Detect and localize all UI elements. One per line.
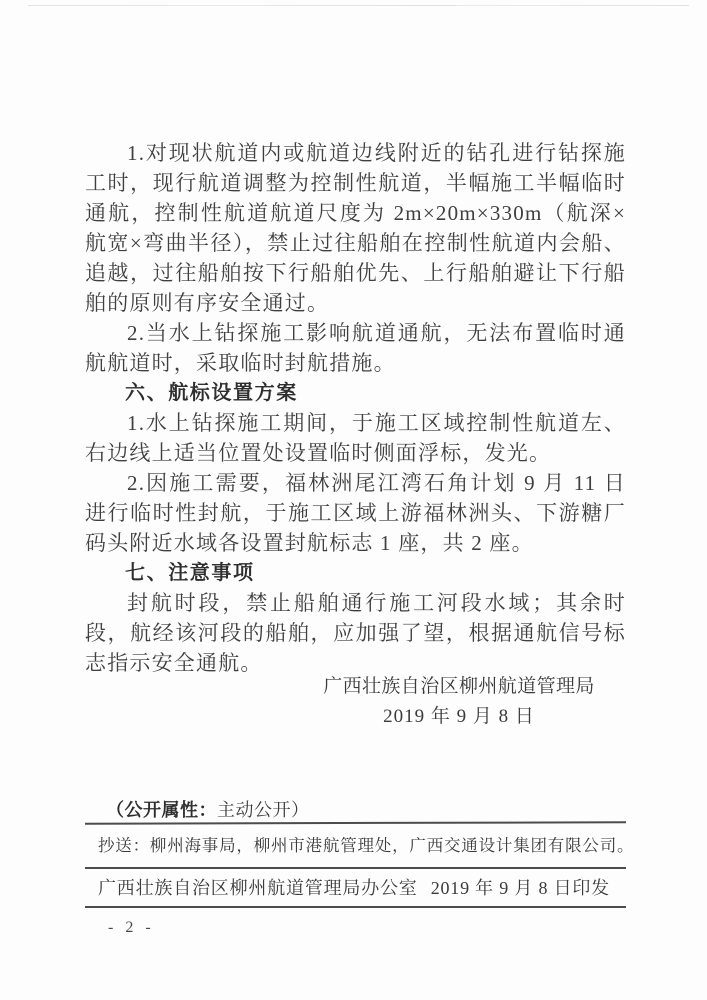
issue-date: 2019 年 9 月 8 日印发 xyxy=(430,878,610,898)
disclosure-label: （公开属性： xyxy=(106,800,217,820)
paragraph: 1.对现状航道内或航道边线附近的钻孔进行钻探施工时，现行航道调整为控制性航道，半幅施工半幅临时通航，控制性航道航道尺度为 2m×20m×330m（航深×航宽×弯曲半径），禁止过往船舶在控制性航道内会船、追越，过往船舶按下行船舶优先、上行船舶避让下行船舶的原则有序安全通过。 xyxy=(85,141,626,315)
signature-authority: 广西壮族自治区柳州航道管理局 xyxy=(323,676,595,697)
signature-block xyxy=(323,672,595,732)
paragraph: 2.因施工需要，福林洲尾江湾石角计划 9 月 11 日进行临时性封航，于施工区域上游福林洲头、下游糖厂码头附近水域各设置封航标志 1 座，共 2 座。 xyxy=(85,471,626,555)
issuer-line xyxy=(85,876,626,900)
page-number: - 2 - xyxy=(108,919,155,936)
scan-artifact-line xyxy=(28,5,689,6)
document-body xyxy=(85,138,626,678)
cc-line: 抄送：柳州海事局，柳州市港航管理处，广西交通设计集团有限公司。 xyxy=(98,836,635,855)
paragraph: 2.当水上钻探施工影响航道通航，无法布置临时通航航道时，采取临时封航措施。 xyxy=(85,321,626,375)
issuer-office: 广西壮族自治区柳州航道管理局办公室 xyxy=(98,878,418,898)
disclosure-line xyxy=(85,799,626,821)
divider xyxy=(85,867,626,869)
section-heading: 七、注意事项 xyxy=(125,562,255,584)
signature-date: 2019 年 9 月 8 日 xyxy=(383,706,535,727)
disclosure-value: 主动公开） xyxy=(217,800,310,820)
divider xyxy=(85,906,626,908)
section-heading: 六、航标设置方案 xyxy=(125,382,298,404)
paragraph: 1.水上钻探施工期间，于施工区域控制性航道左、右边线上适当位置处设置临时侧面浮标，发光。 xyxy=(85,411,626,465)
paragraph: 封航时段，禁止船舶通行施工河段水域；其余时段，航经该河段的船舶，应加强了望，根据通航信号标志指示安全通航。 xyxy=(85,591,626,675)
divider xyxy=(85,821,626,824)
